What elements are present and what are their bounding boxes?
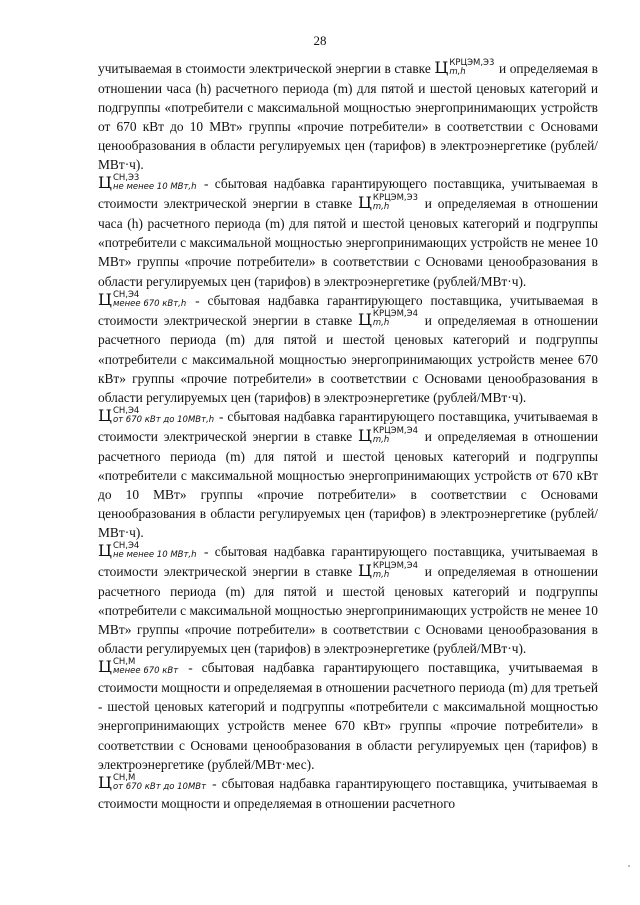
formula-base: Ц xyxy=(98,772,112,792)
formula-symbol xyxy=(98,772,207,794)
formula-symbol xyxy=(357,560,418,582)
formula-subscript: m,h xyxy=(449,66,466,77)
formula-subscript: от 670 кВт до 10МВт xyxy=(112,781,207,792)
formula-subscript: от 670 кВт до 10МВт,h xyxy=(112,414,215,425)
formula-subscript: не менее 10 МВт,h xyxy=(112,182,197,193)
paragraph-text: и определяемая в отношении часа (h) расчетного периода (m) для пятой и шестой ценовых категорий и подгруппы «потребители с максимальной мощностью энергопринимающих устройств от 670 кВт до 10 МВт» группы «прочие потребители» в соответствии с Основами ценообразования в области регулируемых цен (тарифов) в электроэнергетике (рублей/МВт·ч). xyxy=(98,61,598,173)
formula-superscript: КРЦЭМ,Э4 xyxy=(372,425,418,436)
paragraph-text: и определяемая в отношении расчетного периода (m) для пятой и шестой ценовых категорий и подгруппы «потребители с максимальной мощностью энергопринимающих устройств не менее 10 МВт» группы «прочие потребители» в соответствии с Основами ценообразования в области регулируемых цен (тарифов) в электроэнергетике (рублей/МВт·ч). xyxy=(98,564,598,657)
formula-superscript: СН,Э4 xyxy=(112,541,140,552)
paragraph-text: - сбытовая надбавка гарантирующего поставщика, учитываемая в стоимости мощности и определяемая в отношении расчетного периода (m) для третьей - шестой ценовых категорий и подгруппы «потребители с максимальной мощностью энергопринимающих устройств менее 670 кВт» группы «прочие потребители» в соответствии с Основами ценообразования в области регулируемых цен (тарифов) в электроэнергетике (рублей/МВт·мес). xyxy=(98,660,598,772)
formula-superscript: КРЦЭМ,Э3 xyxy=(372,193,418,204)
formula-superscript: СН,Э4 xyxy=(112,289,140,300)
formula-base: Ц xyxy=(98,405,112,425)
formula-subscript: менее 670 кВт xyxy=(112,666,179,677)
paragraph-text: учитываемая в стоимости электрической энергии в ставке xyxy=(98,61,435,76)
formula-subscript: m,h xyxy=(372,569,390,580)
scan-speck xyxy=(628,865,630,867)
formula-superscript: СН,М xyxy=(112,657,136,668)
formula-superscript: КРЦЭМ,Э3 xyxy=(449,57,495,68)
paragraph-text: и определяемая в отношении расчетного периода (m) для пятой и шестой ценовых категорий и подгруппы «потребители с максимальной мощностью энергопринимающих устройств от 670 кВт до 10 МВт» группы «прочие потребители» в соответствии с Основами ценообразования в области регулируемых цен (тарифов) в электроэнергетике (рублей/МВт·ч). xyxy=(98,428,598,541)
formula-subscript: m,h xyxy=(372,318,390,329)
formula-base: Ц xyxy=(357,309,372,329)
formula-base: Ц xyxy=(434,58,449,77)
paragraph xyxy=(98,774,598,813)
paragraph-text: и определяемая в отношении часа (h) расчетного периода (m) для пятой и шестой ценовых категорий и подгруппы «потребители с максимальной мощностью энергопринимающих устройств не менее 10 МВт» группы «прочие потребители» в соответствии с Основами ценообразования в области регулируемых цен (тарифов) в электроэнергетике (рублей/МВт·ч). xyxy=(98,196,598,289)
formula-superscript: КРЦЭМ,Э4 xyxy=(372,560,418,571)
formula-superscript: СН,Э4 xyxy=(112,405,140,416)
paragraph-text: и определяемая в отношении расчетного периода (m) для пятой и шестой ценовых категорий и подгруппы «потребители с максимальной мощностью энергопринимающих устройств менее 670 кВт» группы «прочие потребители» в соответствии с Основами ценообразования в области регулируемых цен (тарифов) в электроэнергетике (рублей/МВт·ч). xyxy=(98,312,598,405)
paragraph-text: - сбытовая надбавка гарантирующего поставщика, учитываемая в стоимости электрической энергии в ставке xyxy=(98,544,598,580)
formula-base: Ц xyxy=(357,193,372,213)
formula-symbol xyxy=(98,659,178,678)
paragraph xyxy=(98,291,598,407)
formula-subscript: m,h xyxy=(372,202,390,213)
paragraph xyxy=(98,174,598,290)
page-number: 28 xyxy=(313,33,327,48)
formula-symbol xyxy=(434,57,495,79)
paragraph xyxy=(98,542,598,658)
formula-base: Ц xyxy=(98,173,112,193)
formula-subscript: не менее 10 МВт,h xyxy=(112,550,197,561)
paragraph xyxy=(98,59,598,174)
formula-base: Ц xyxy=(357,425,372,445)
formula-subscript: m,h xyxy=(372,434,390,445)
formula-symbol xyxy=(357,309,418,331)
paragraph-text: - сбытовая надбавка гарантирующего поставщика, учитываемая в стоимости электрической энергии в ставке xyxy=(98,408,598,444)
paragraph-text: - сбытовая надбавка гарантирующего поставщика, учитываемая в стоимости электрической энергии в ставке xyxy=(98,292,598,328)
paragraph-text: - сбытовая надбавка гарантирующего поставщика, учитываемая в стоимости мощности и определяемая в отношении расчетного xyxy=(98,775,598,811)
formula-symbol xyxy=(98,175,197,194)
formula-base: Ц xyxy=(357,561,372,581)
formula-superscript: СН,М xyxy=(112,772,136,783)
formula-subscript: менее 670 кВт,h xyxy=(112,298,187,309)
formula-symbol xyxy=(357,425,418,447)
formula-superscript: СН,Э3 xyxy=(112,173,140,184)
document-body xyxy=(98,59,598,813)
formula-symbol xyxy=(98,405,215,427)
formula-base: Ц xyxy=(98,289,112,309)
paragraph-text: - сбытовая надбавка гарантирующего поставщика, учитываемая в стоимости электрической энергии в ставке xyxy=(98,176,598,212)
formula-base: Ц xyxy=(98,541,112,561)
paragraph xyxy=(98,407,598,542)
formula-symbol xyxy=(98,543,197,562)
formula-superscript: КРЦЭМ,Э4 xyxy=(372,309,418,320)
formula-symbol xyxy=(98,289,187,311)
formula-symbol xyxy=(358,195,418,214)
paragraph xyxy=(98,658,598,773)
formula-base: Ц xyxy=(98,657,112,677)
